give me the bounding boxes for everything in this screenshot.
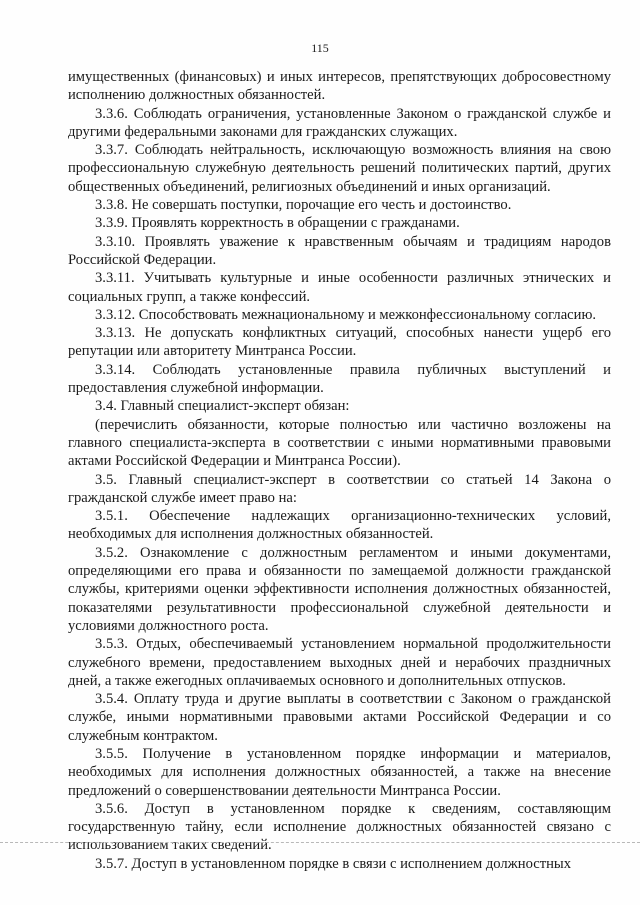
paragraph-3-5-5: 3.5.5. Получение в установленном порядке информации и материалов, необходимых для исполнения должностных обязанностей, а также на внесение предложений о совершенствовании деятельности Минтранса России. — [68, 745, 611, 799]
paragraph-continuation: имущественных (финансовых) и иных интересов, препятствующих добросовестному исполнению должностных обязанностей. — [68, 69, 611, 104]
paragraph-3-4-note: (перечислить обязанности, которые полностью или частично возложены на главного специалиста-эксперта в соответствии с иными нормативными правовыми актами Российской Федерации и Минтранса России). — [68, 416, 611, 470]
paragraph-3-3-12: 3.3.12. Способствовать межнациональному и межконфессиональному согласию. — [95, 306, 597, 323]
paragraph-3-3-14: 3.3.14. Соблюдать установленные правила публичных выступлений и предоставления служебной информации. — [68, 361, 611, 397]
paragraph-3-5-4: 3.5.4. Оплату труда и другие выплаты в соответствии с Законом о гражданской службе, иными нормативными правовыми актами Российской Федерации и со служебным контрактом. — [68, 691, 611, 744]
paragraph-3-5-3: 3.5.3. Отдых, обеспечиваемый установлением нормальной продолжительности служебного времени, предоставлением выходных дней и нерабочих праздничных дней, а также ежегодных оплачиваемых основного и дополнительных отпусков. — [68, 636, 611, 689]
scan-fold-line — [0, 842, 640, 843]
paragraph-3-3-6: 3.3.6. Соблюдать ограничения, установленные Законом о гражданской службе и другими федеральными законами для гражданских служащих. — [68, 105, 611, 140]
page-number: 115 — [311, 41, 329, 55]
paragraph-3-4: 3.4. Главный специалист-эксперт обязан: — [95, 398, 350, 415]
paragraph-3-5-1: 3.5.1. Обеспечение надлежащих организационно-технических условий, необходимых для исполнения должностных обязанностей. — [68, 508, 611, 543]
paragraph-3-5: 3.5. Главный специалист-эксперт в соответствии со статьей 14 Закона о гражданской службе имеет право на: — [68, 471, 611, 506]
paragraph-3-5-7: 3.5.7. Доступ в установленном порядке в связи с исполнением должностных — [95, 855, 572, 872]
paragraph-3-3-10: 3.3.10. Проявлять уважение к нравственным обычаям и традициям народов Российской Федерации. — [68, 233, 611, 268]
paragraph-3-3-9: 3.3.9. Проявлять корректность в обращении с гражданами. — [95, 215, 460, 232]
paragraph-3-3-8: 3.3.8. Не совершать поступки, порочащие его честь и достоинство. — [95, 197, 512, 214]
body-text — [68, 68, 611, 873]
paragraph-3-5-2: 3.5.2. Ознакомление с должностным регламентом и иными документами, определяющими его права и обязанности по замещаемой должности гражданской службы, критериями оценки эффективности исполнения должностных обязанностей, показателями результативности профессиональной служебной деятельности и условиями должностного роста. — [68, 544, 611, 634]
paragraph-3-3-11: 3.3.11. Учитывать культурные и иные особенности различных этнических и социальных групп, а также конфессий. — [68, 270, 611, 305]
paragraph-3-5-6: 3.5.6. Доступ в установленном порядке к сведениям, составляющим государственную тайну, если исполнение должностных обязанностей связано с использованием таких сведений. — [68, 800, 611, 854]
paragraph-3-3-7: 3.3.7. Соблюдать нейтральность, исключающую возможность влияния на свою профессиональную служебную деятельность решений политических партий, других общественных объединений, религиозных объединений и иных организаций. — [68, 142, 611, 195]
paragraph-3-3-13: 3.3.13. Не допускать конфликтных ситуаций, способных нанести ущерб его репутации или авторитету Минтранса России. — [68, 325, 611, 360]
